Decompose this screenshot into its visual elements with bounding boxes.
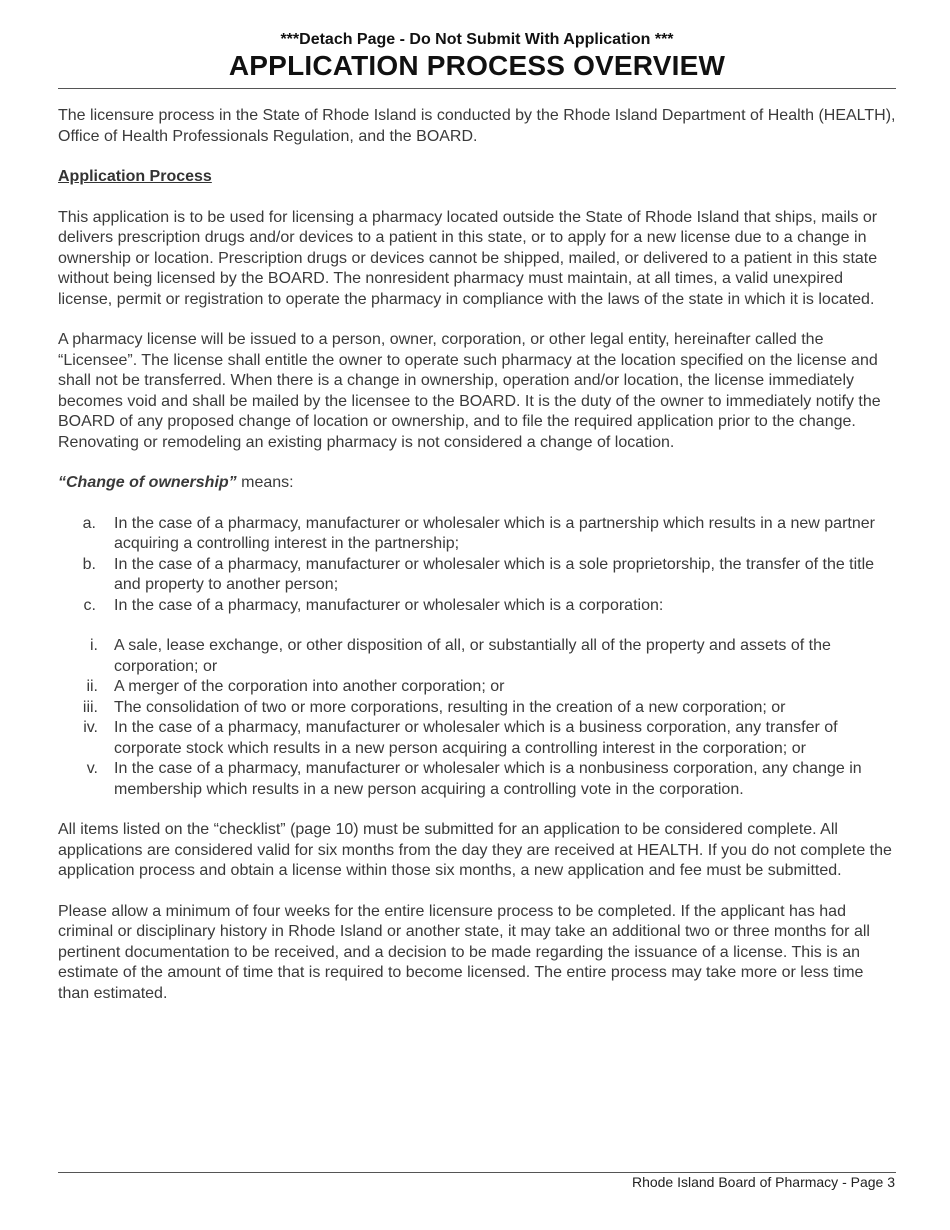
list-item xyxy=(58,514,896,555)
list-item xyxy=(58,596,896,617)
list-marker: i. xyxy=(90,637,98,654)
list-marker: ii. xyxy=(86,678,98,695)
list-marker: iii. xyxy=(82,698,98,716)
list-item-text: The consolidation of two or more corporations, resulting in the creation of a new corporation; or xyxy=(114,698,786,716)
definition-suffix: means: xyxy=(236,474,294,491)
list-item-text: A merger of the corporation into another corporation; or xyxy=(114,678,505,695)
paragraph-license-issuance: A pharmacy license will be issued to a person, owner, corporation, or other legal entity, hereinafter called the “Licensee”. The license shall entitle the owner to operate such pharmacy at the location specified on the license and shall not be transferred. When there is a change in ownership, operation and/or location, the license immediately becomes void and shall be mailed by the licensee to the BOARD. It is the duty of the owner to immediately notify the BOARD of any proposed change of location or ownership, and to file the required application prior to the change. Renovating or remodeling an existing pharmacy is not considered a change of location. xyxy=(58,331,881,451)
list-marker: iv. xyxy=(83,719,98,736)
list-item xyxy=(58,718,896,759)
page-title: APPLICATION PROCESS OVERVIEW xyxy=(228,50,726,81)
list-item xyxy=(58,698,896,719)
footer-divider xyxy=(58,1172,896,1173)
list-item xyxy=(58,759,896,800)
list-marker: b. xyxy=(82,555,96,573)
defined-term: “Change of ownership” xyxy=(58,474,237,491)
list-item-text: A sale, lease exchange, or other disposition of all, or substantially all of the property and assets of the corporation; or xyxy=(114,637,831,675)
corporation-roman-list xyxy=(58,636,896,800)
list-marker: c. xyxy=(83,596,96,614)
list-item-text: In the case of a pharmacy, manufacturer or wholesaler which is a business corporation, any transfer of corporate stock which results in a new person acquiring a controlling interest in the corporation; or xyxy=(114,719,838,757)
list-item-text: In the case of a pharmacy, manufacturer or wholesaler which is a corporation: xyxy=(114,596,664,614)
ownership-letter-list xyxy=(58,514,896,617)
change-of-ownership-definition xyxy=(58,473,896,494)
list-item-text: In the case of a pharmacy, manufacturer or wholesaler which is a partnership which results in a new partner acquiring a controlling interest in the partnership; xyxy=(114,514,875,552)
paragraph-checklist: All items listed on the “checklist” (page 10) must be submitted for an application to be considered complete. All applications are considered valid for six months from the day they are received at HEALTH. If you do not complete the application process and obtain a license within those six months, a new application and fee must be submitted. xyxy=(58,821,892,879)
header-divider xyxy=(58,88,896,89)
list-item xyxy=(58,677,896,698)
list-marker: v. xyxy=(86,760,98,777)
detach-notice: ***Detach Page - Do Not Submit With Application *** xyxy=(280,31,674,48)
section-heading-application-process: Application Process xyxy=(58,168,212,185)
list-marker: a. xyxy=(82,514,96,532)
list-item xyxy=(58,636,896,677)
list-item-text: In the case of a pharmacy, manufacturer or wholesaler which is a nonbusiness corporation, any change in membership which results in a new person acquiring a controlling vote in the corporation. xyxy=(114,760,862,798)
page-footer: Rhode Island Board of Pharmacy - Page 3 xyxy=(631,1174,895,1190)
paragraph-timeline: Please allow a minimum of four weeks for the entire licensure process to be completed. If the applicant has had criminal or disciplinary history in Rhode Island or another state, it may take an additional two or three months for all pertinent documentation to be received, and a decision to be made regarding the issuance of a license. This is an estimate of the amount of time that is required to become licensed. The entire process may take more or less time than estimated. xyxy=(58,902,870,1002)
list-item-text: In the case of a pharmacy, manufacturer or wholesaler which is a sole proprietorship, the transfer of the title and property to another person; xyxy=(114,555,875,593)
document-page xyxy=(58,30,896,1004)
intro-paragraph: The licensure process in the State of Rhode Island is conducted by the Rhode Island Department of Health (HEALTH), Office of Health Professionals Regulation, and the BOARD. xyxy=(58,107,896,145)
list-item xyxy=(58,555,896,596)
paragraph-application-use: This application is to be used for licensing a pharmacy located outside the State of Rhode Island that ships, mails or delivers prescription drugs and/or devices to a patient in this state, or to apply for a new license due to a change in ownership or location. Prescription drugs or devices cannot be shipped, mailed, or delivered to a patient in this state without being licensed by the BOARD. The nonresident pharmacy must maintain, at all times, a valid unexpired license, permit or registration to operate the pharmacy in compliance with the laws of the state in which it is located. xyxy=(58,208,878,308)
